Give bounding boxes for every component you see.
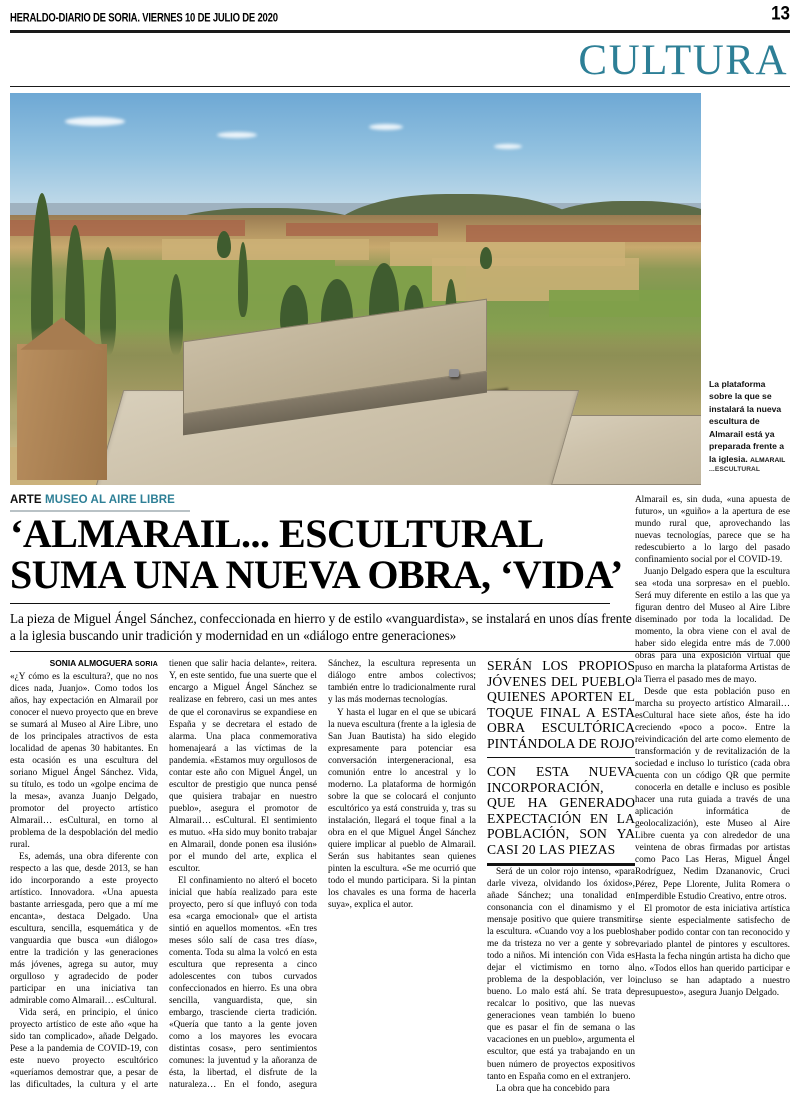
masthead [10,0,790,27]
pullquote-divider [487,757,635,758]
lead-photo [10,93,701,485]
byline [10,658,158,669]
article-body [10,658,635,1094]
section-divider [10,86,790,87]
kicker-subject: MUSEO AL AIRE LIBRE [45,494,175,506]
page-title: ‘ALMARAIL... ESCULTURAL SUMA UNA NUEVA OBRA, ‘VIDA’ [10,511,623,597]
rail-paragraph: Juanjo Delgado espera que la escultura sea «toda una sorpresa» en el pueblo. Será muy diferente en estilo a las que ya figuran dentro del Museo al Aire Libre diseminado por toda la localidad. De momento, la obra viene con el aval de haber sido elegida entre más de 7.000 obras para una exposición virtual que puso en marcha la plataforma Artistas de la Tierra el pasado mes de mayo. [635,567,790,686]
pullquote-text: SERÁN LOS PROPIOS JÓVENES DEL PUEBLO QUIENES APORTEN EL TOQUE FINAL A ESTA OBRA ESCULTÓRICA PINTÁNDOLA DE ROJO [487,658,635,751]
byline-location: SORIA [134,661,158,669]
byline-author: SONIA ALMOGUERA [49,658,133,669]
cloud-shape [494,144,522,149]
section-title: CULTURA [578,37,788,84]
body-paragraph: Y hasta el lugar en el que se ubicará la nueva escultura (frente a la iglesia de San Juan Bautista) ha sido elegido expresamente para potenciar esa conversación intergeneracional, esa comunión entre lo ancestral y lo moderno. La plataforma de hormigón sobre la que se colocará el conjunto escultórico ya está construida y, tras su instalación, llegará el toque final a la obra en el que Miguel Ángel Sánchez quiere implicar al pueblo de Almarail. Serán sus habitantes sean quienes pinten la escultura. «Se me ocurrió que todo el mundo participara. Si la pintan los chavales es una forma de hacerla suya», explica el autor. [328,707,476,910]
rail-paragraph: Desde que esta población puso en marcha su proyecto artístico Almarail… esCultural hace siete años, éste ha ido creciendo «poco a poco». Entre la reivindicación del arte como elemento de transformación y de revitalización de la sociedad e incluso lo turístico (cada obra cuenta con un código QR que permite conocerla en detalle e incluso es posible hacer una ruta guiada a través de una aplicación informática de geolocalización), este Museo al Aire Libre cuenta ya con alrededor de una veintena de obras firmadas por artistas como Paco Las Heras, Miguel Ángel Rodríguez, Nedim Dzananovic, Cruci Pérez, Pepe Llorente, Julita Romera o Imperdible Estudio Creativo, entre otros. [635,687,790,902]
photo-caption [709,93,790,485]
body-paragraph: Será de un color rojo intenso, «para darle viveza, olvidando los óxidos», añade Sánchez; una tonalidad en consonancia con el dinamismo y el mensaje positivo que quiere transmitir la escultura. «Cuando voy a los pueblos me da tristeza no ver a gente y sobre todo a niños. Mi intención con Vida es dejar el victimismo en torno al problema de la despoblación, ver lo bueno. Lo malo está ahí. Se trata de recalcar lo positivo, que las nuevas generaciones vean también lo bueno que es pasar el fin de semana o las vacaciones en un pueblo», argumenta el escultor, que está ya trabajando en un buen número de proyectos expositivos tanto en España como en el extranjero. [487,867,635,1082]
photo-stone-shrine [17,344,107,479]
photo-block [10,93,790,485]
article-sidebar-column [635,494,790,999]
photo-credit: ALMARAIL [750,456,786,464]
body-paragraph: «¿Y cómo es la escultura?, que no nos dices nada, Juanjo». Como todos los años, hay expectación en Almarail por conocer el nuevo proyecto que en breve se sumará al Museo al Aire Libre, uno de los principales atractivos de esta localidad de apenas 30 habitantes. En esta ocasión es una escultura del soriano Miguel Ángel Sánchez. Vida, su título, es todo un «golpe encima de la mesa», avanza Juanjo Delgado, promotor del proyecto artístico Almarail… esCultural, en torno al problema de la despoblación del medio rural. [10,671,158,850]
body-paragraph: Es, además, una obra diferente con respecto a las que, desde 2013, se han ido incorporando a este proyecto artístico. Innovadora. «Una apuesta bastante arriesgada, pero que a mí me encanta», destaca Delgado. Una escultura, sencilla, esquemática y de vanguardia que busca «un diálogo» entre la tradición y las generaciones más jóvenes, agrega su autor, muy orgulloso y agradecido de poder participar en una iniciativa tan admirable como Almarail… esCultural. [10,851,158,1006]
photo-caption-text: La plataforma sobre la que se instalará la nueva escultura de Almarail está ya preparada frente a la iglesia. [709,379,785,464]
standfirst: La pieza de Miguel Ángel Sánchez, confeccionada en hierro y de estilo «vanguardista», se instalará en unos días frente a la iglesia buscando unir tradición y modernidad en un «diálogo entre generaciones» [10,610,632,644]
pullquote [487,658,635,866]
cloud-shape [65,117,125,126]
photo-credit-second: ...ESCULTURAL [709,466,761,474]
publication-line: HERALDO-DIARIO DE SORIA. VIERNES 10 DE JULIO DE 2020 [10,11,278,25]
photo-fields [10,215,701,485]
headline-divider [10,603,610,604]
photo-anchor-bolt [449,369,459,377]
body-paragraph: El confinamiento no alteró el boceto inicial que había realizado para este proyecto, pero sí que influyó con toda esa «carga emocional» que el artista sintió en aquellos momentos. «En tres meses sólo salí de casa tres días», comenta. Toda su alma la volcó en esta escultura que representa a cinco adolescentes con tubos curvados confeccionados en hierro. Es una obra sencilla, vanguardista, que, sin embargo, trasciende cierta tradición. «Quería que tanto a la gente joven como a los mayores les evocara distintas cosas», pero sentimientos comunes: la juventud y la añoranza de ésta, la libertad, el disfrute de la naturaleza… En el fondo, asegura Sánchez, la escultura representa un diálogo entre ambos colectivos; también entre lo tradicionalmente rural y las más modernas tecnologías. [169,659,476,1090]
rail-paragraph: El promotor de esta iniciativa artística se siente especialmente satisfecho de haber podido contar con tan reconocido y variado plantel de pintores y escultores. Hasta la fecha ningún artista ha dicho que no. «Todos ellos han querido participar e incluso se han adaptado a nuestro presupuesto», asegura Juanjo Delgado. [635,903,790,998]
body-paragraph: Vida será, en principio, el único proyecto artístico de este año «que ha sido tan complicado», añade Delgado. Pese a la pandemia de COVID-19, con este nuevo proyecto escultórico «queríamos demostrar que, a pesar de las dificultades, la cultura y el arte tienen que salir hacia delante», reitera. Y, en este sentido, fue una suerte que el encargo a Miguel Ángel Sánchez se realizase en febrero, casi un mes antes de que el coronavirus se expandiese en España y se decretara el estado de alarma. Una placa conmemorativa homenajeará a las víctimas de la pandemia. «Estamos muy orgullosos de contar este año con Miguel Ángel, un escultor de prestigio que nunca pensé que quisiera trabajar en nuestro pueblo», asegura el promotor de Almarail… esCultural. El sentimiento es mutuo. «Ha sido muy bonito trabajar en Almarail, donde ponen esa ilusión» por el mundo del arte, explica el escultor. [10,659,317,1091]
body-paragraph: La obra que ha concebido para [496,1083,610,1094]
page-number: 13 [771,2,790,24]
rail-paragraph: Almarail es, sin duda, «una apuesta de futuro», un «guiño» a la apertura de ese mundo rural que, aprovechando las nuevas tecnologías, parece que se ha redescubierto a lo largo del pasado confinamiento social por el COVID-19. [635,495,790,566]
pullquote-text: CON ESTA NUEVA INCORPORACIÓN, QUE HA GENERADO EXPECTACIÓN EN LA POBLACIÓN, SON YA CASI 20 LAS PIEZAS [487,764,635,857]
kicker-label: ARTE [10,494,42,506]
